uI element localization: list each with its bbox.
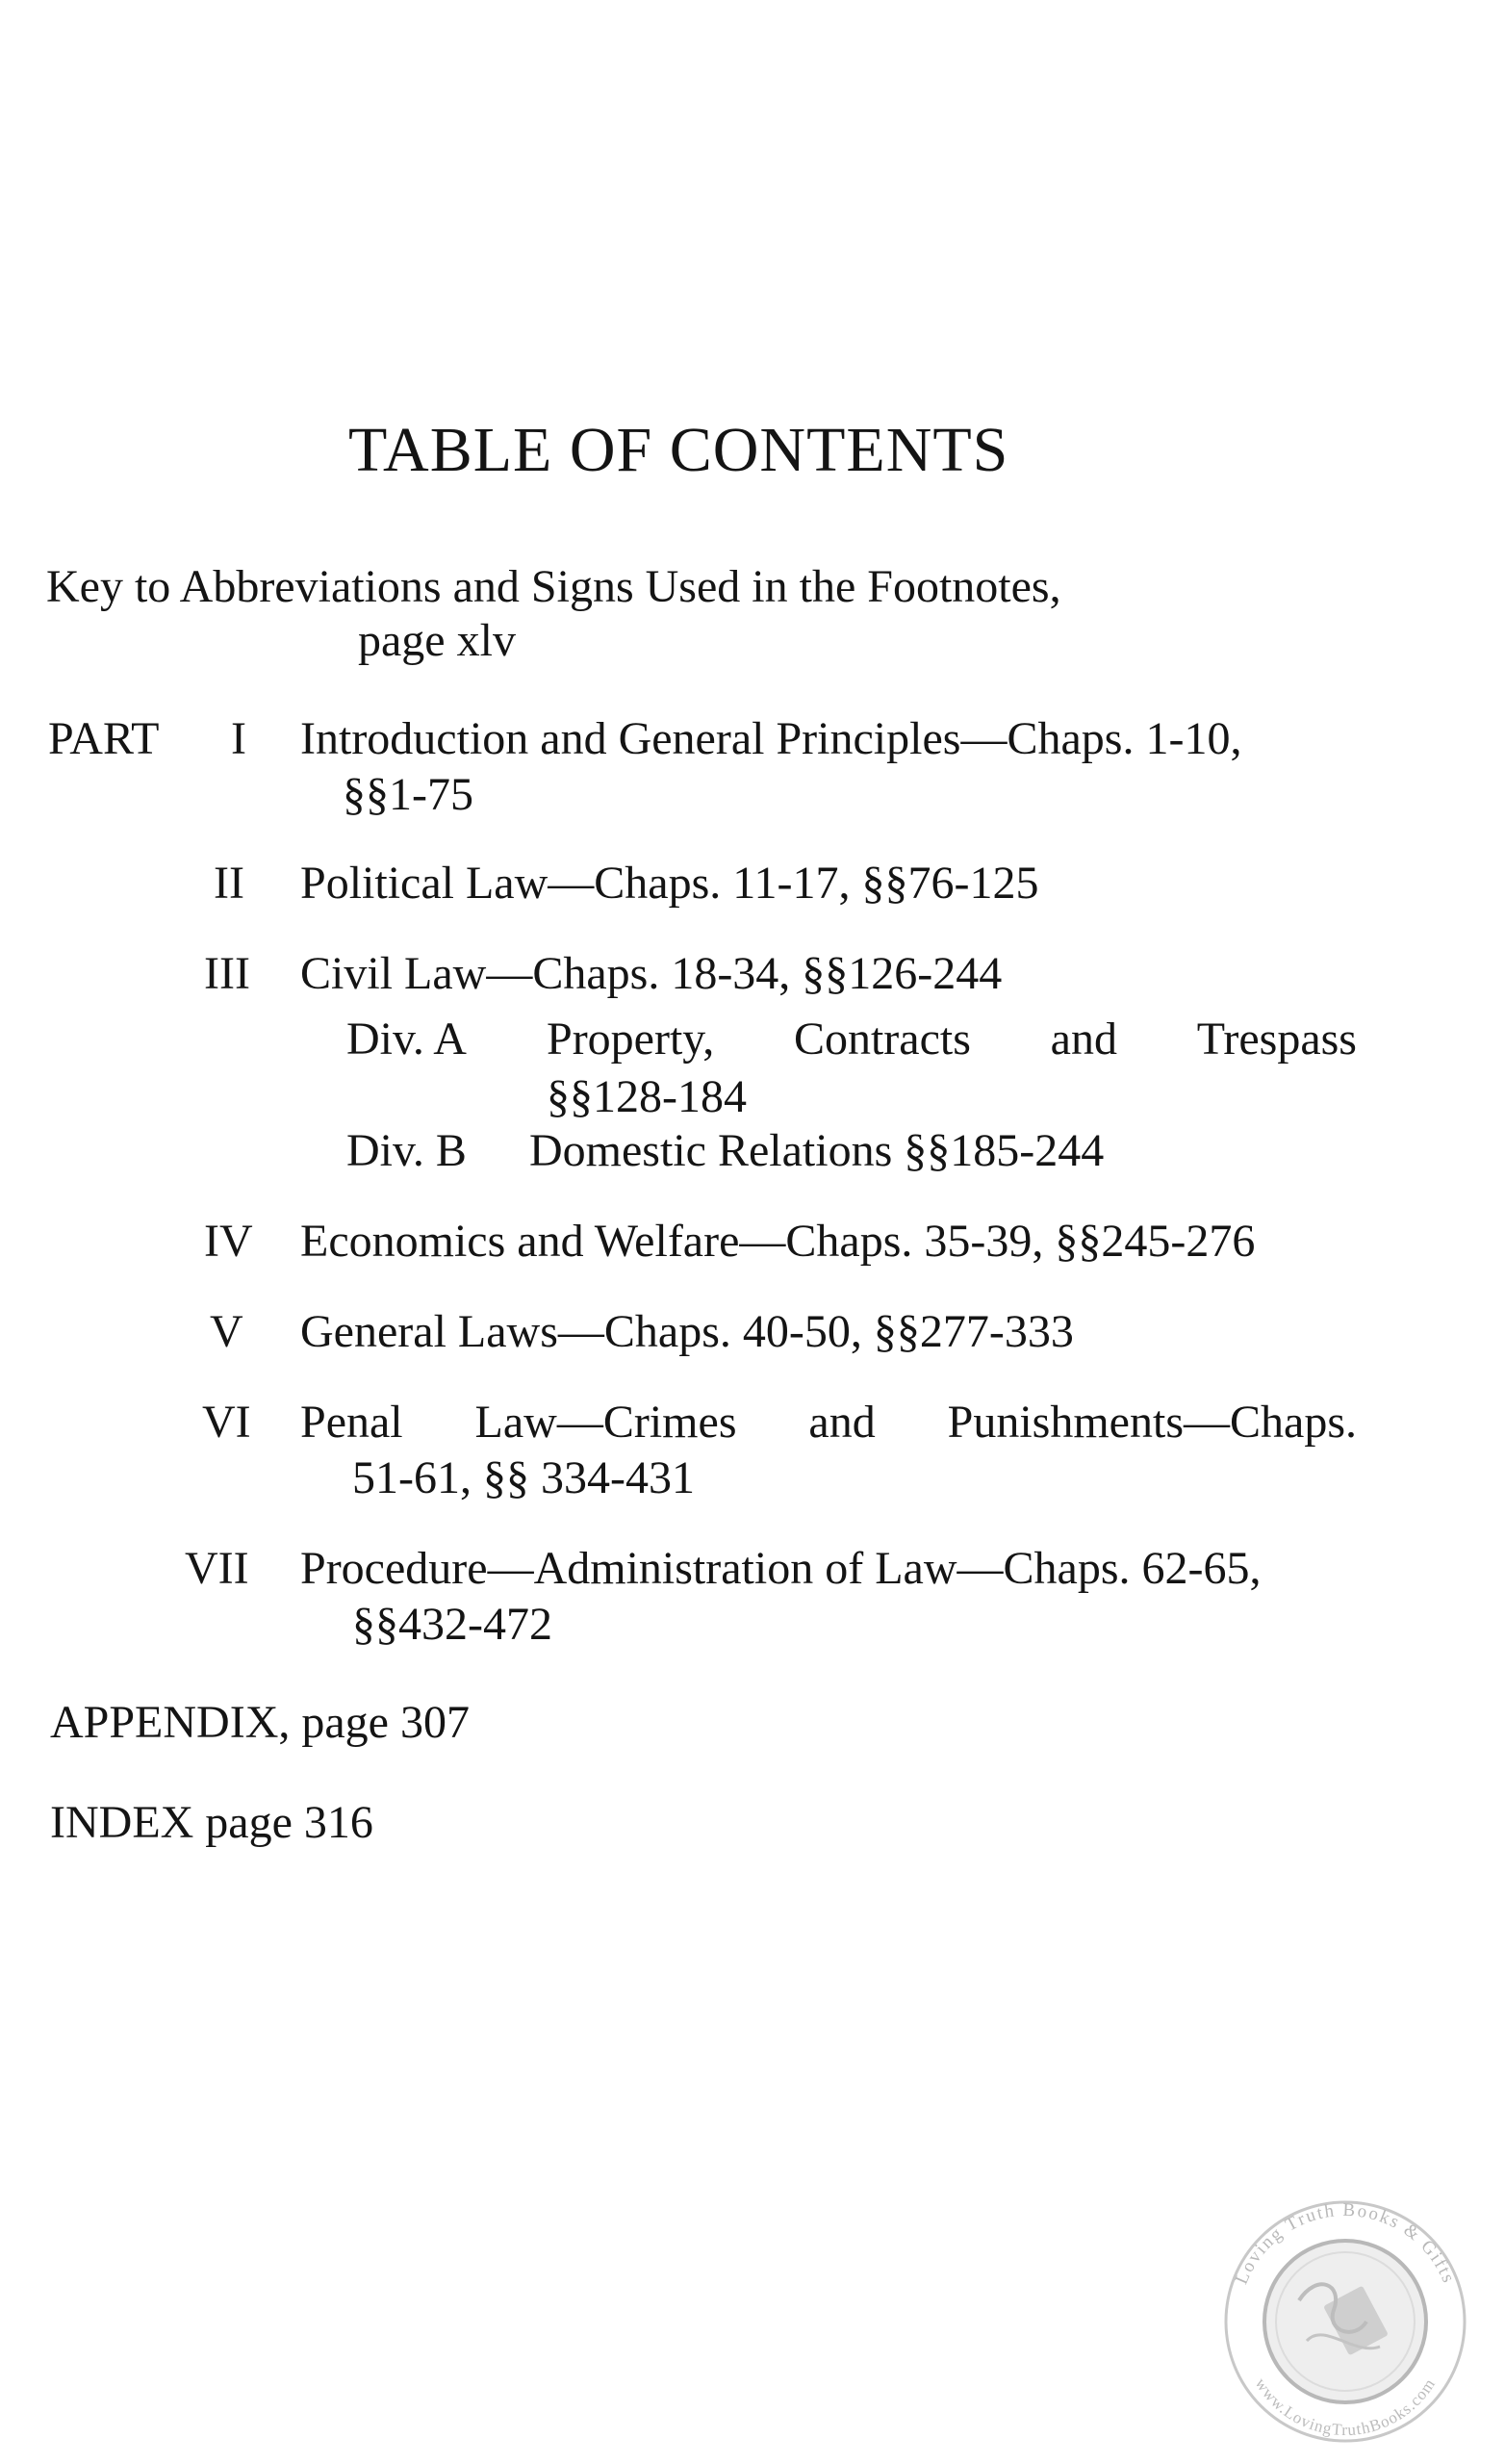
index-entry: INDEX page 316 bbox=[50, 1797, 373, 1848]
part-ii-title: Political Law—Chaps. 11-17, §§76-125 bbox=[300, 858, 1039, 909]
part-v-title: General Laws—Chaps. 40-50, §§277-333 bbox=[300, 1306, 1074, 1357]
part-vii-sections: §§432-472 bbox=[352, 1599, 552, 1650]
part-vi-word: Law—Crimes bbox=[474, 1397, 737, 1448]
part-iii-title: Civil Law—Chaps. 18-34, §§126-244 bbox=[300, 948, 1003, 999]
part-ii-numeral: II bbox=[214, 858, 244, 909]
part-i-sections: §§1-75 bbox=[343, 769, 473, 820]
div-a-word: Trespass bbox=[1196, 1014, 1357, 1065]
div-a-sections: §§128-184 bbox=[547, 1071, 747, 1122]
watermark-text-bottom: www.LovingTruthBooks.com bbox=[1251, 2374, 1440, 2440]
watermark-seal bbox=[1211, 2177, 1480, 2447]
part-v-numeral: V bbox=[210, 1306, 243, 1357]
part-iv-title: Economics and Welfare—Chaps. 35-39, §§245-276 bbox=[300, 1216, 1256, 1267]
watermark-text-top: Loving Truth Books & Gifts bbox=[1231, 2199, 1460, 2288]
part-vi-word: Punishments—Chaps. bbox=[947, 1397, 1357, 1448]
part-vi-title bbox=[300, 1396, 1357, 1449]
key-abbreviations-page: page xlv bbox=[358, 615, 516, 666]
part-vi-word: and bbox=[808, 1397, 876, 1448]
div-a-word: Contracts bbox=[793, 1014, 971, 1065]
part-label: PART bbox=[48, 713, 160, 764]
part-vi-word: Penal bbox=[300, 1397, 403, 1448]
part-iv-numeral: IV bbox=[204, 1216, 253, 1267]
part-i-title: Introduction and General Principles—Chaps. 1-10, bbox=[300, 713, 1242, 764]
part-iii-numeral: III bbox=[204, 948, 250, 999]
page-title: TABLE OF CONTENTS bbox=[348, 415, 1009, 485]
part-vii-title: Procedure—Administration of Law—Chaps. 62-65, bbox=[300, 1543, 1262, 1594]
key-abbreviations-entry: Key to Abbreviations and Signs Used in the Footnotes, bbox=[46, 561, 1061, 612]
div-b-title: Domestic Relations §§185-244 bbox=[529, 1125, 1105, 1176]
div-a-title bbox=[547, 1013, 1357, 1065]
appendix-entry: APPENDIX, page 307 bbox=[50, 1697, 470, 1748]
part-vii-numeral: VII bbox=[185, 1543, 249, 1594]
div-b-label: Div. B bbox=[346, 1125, 467, 1176]
part-vi-numeral: VI bbox=[202, 1397, 251, 1448]
div-a-label: Div. A bbox=[346, 1014, 467, 1065]
div-a-word: Property, bbox=[547, 1014, 715, 1065]
div-a-word: and bbox=[1050, 1014, 1117, 1065]
part-i-numeral: I bbox=[231, 713, 246, 764]
part-vi-sections: 51-61, §§ 334-431 bbox=[352, 1452, 695, 1503]
